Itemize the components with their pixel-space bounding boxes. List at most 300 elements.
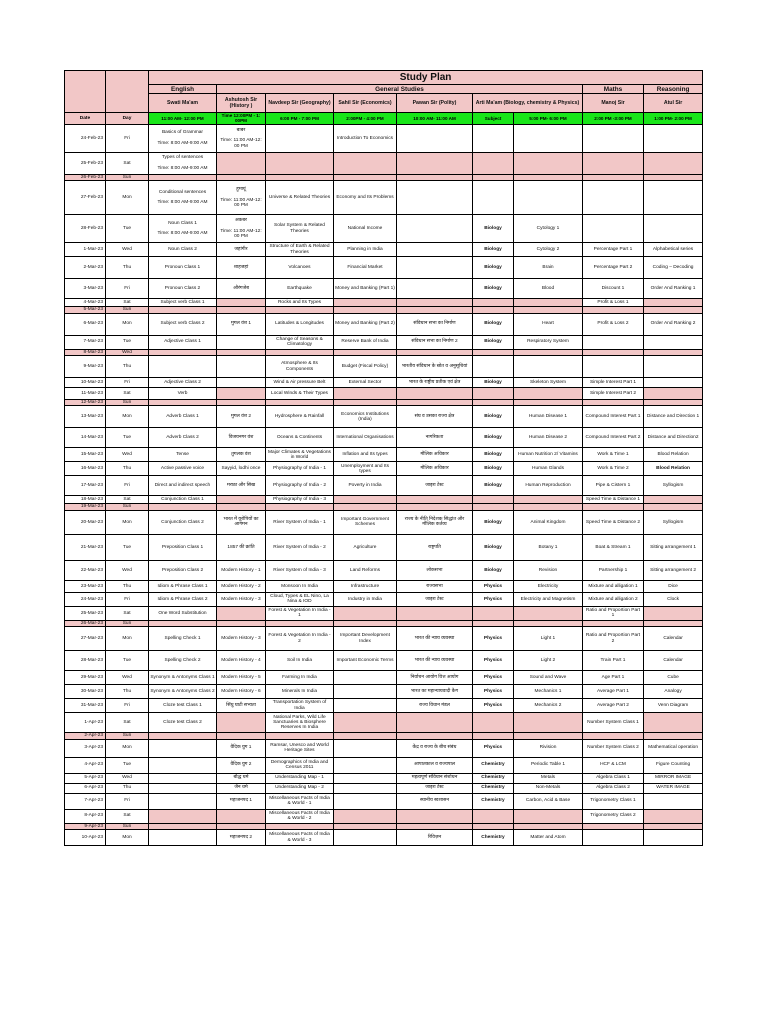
date-cell: 10-Mar-23 bbox=[65, 378, 106, 388]
geography-cell bbox=[266, 124, 334, 152]
date-cell: 4-Apr-23 bbox=[65, 757, 106, 773]
day-cell: Tue bbox=[106, 757, 149, 773]
economics-cell: Unemployment and Its types bbox=[334, 462, 397, 476]
english-cell: Synonym & Antonyms Class 1 bbox=[149, 671, 217, 685]
date-cell: 7-Mar-23 bbox=[65, 335, 106, 349]
table-row bbox=[65, 606, 703, 620]
english-cell bbox=[149, 809, 217, 823]
geography-cell: Atmosphere & Its Components bbox=[266, 356, 334, 378]
english-cell: Adjective Class 2 bbox=[149, 378, 217, 388]
maths-cell: Speed Time & Distance 1 bbox=[583, 496, 644, 504]
geography-cell: Local Winds & Their Types bbox=[266, 388, 334, 400]
date-cell: 28-Feb-23 bbox=[65, 215, 106, 243]
science-cell: Sound and Wave bbox=[514, 671, 583, 685]
english-cell: Cloze test Class 1 bbox=[149, 699, 217, 713]
day-cell: Sun bbox=[106, 823, 149, 829]
table-row bbox=[65, 462, 703, 476]
time-maths: 2:00 PM -3:00 PM bbox=[583, 113, 644, 125]
subject-cell: Physics bbox=[473, 580, 514, 592]
table-row bbox=[65, 809, 703, 823]
geography-cell: Miscellaneous Facts of India & World - 2 bbox=[266, 809, 334, 823]
maths-cell: Compound Interest Part 2 bbox=[583, 428, 644, 448]
economics-cell: Inflation and Its types bbox=[334, 448, 397, 462]
date-cell: 18-Mar-23 bbox=[65, 496, 106, 504]
reasoning-cell: Coding – Decoding bbox=[644, 257, 703, 279]
science-cell: Human Disease 2 bbox=[514, 428, 583, 448]
science-cell: Light 2 bbox=[514, 651, 583, 671]
reasoning-cell bbox=[644, 152, 703, 174]
maths-cell: Average Part 2 bbox=[583, 699, 644, 713]
reasoning-cell bbox=[644, 335, 703, 349]
maths-cell: Percentage Part 2 bbox=[583, 257, 644, 279]
polity-cell: रिविज़न bbox=[397, 830, 473, 846]
science-cell: Respiratory System bbox=[514, 335, 583, 349]
economics-cell bbox=[334, 699, 397, 713]
polity-cell: भारत का महान्यायवादी कैग bbox=[397, 685, 473, 699]
subject-cell: Physics bbox=[473, 699, 514, 713]
corner-cell bbox=[106, 71, 149, 113]
reasoning-cell: Blood Relation bbox=[644, 448, 703, 462]
table-row bbox=[65, 651, 703, 671]
date-cell: 8-Apr-23 bbox=[65, 809, 106, 823]
subject-cell bbox=[473, 124, 514, 152]
maths-cell: Simple Interest Part 2 bbox=[583, 388, 644, 400]
subject-cell: Physics bbox=[473, 651, 514, 671]
subject-cell: Biology bbox=[473, 313, 514, 335]
reasoning-cell bbox=[644, 124, 703, 152]
table-row bbox=[65, 406, 703, 428]
history-cell: महाजनपद 2 bbox=[217, 830, 266, 846]
table-row bbox=[65, 560, 703, 580]
subject-cell: Biology bbox=[473, 510, 514, 534]
subject-cell: Physics bbox=[473, 627, 514, 651]
history-cell: 1857 की क्रांति bbox=[217, 534, 266, 560]
day-cell: Sun bbox=[106, 400, 149, 406]
subject-cell bbox=[473, 606, 514, 620]
science-cell: Skeleton System bbox=[514, 378, 583, 388]
economics-cell bbox=[334, 496, 397, 504]
date-cell: 21-Mar-23 bbox=[65, 534, 106, 560]
date-cell: 17-Mar-23 bbox=[65, 476, 106, 496]
reasoning-cell: Blood Relation bbox=[644, 462, 703, 476]
english-cell: Synonym & Antonyms Class 2 bbox=[149, 685, 217, 699]
polity-cell: महत्वपूर्ण संविधान संशोधन bbox=[397, 773, 473, 783]
date-cell: 3-Mar-23 bbox=[65, 279, 106, 299]
reasoning-cell bbox=[644, 496, 703, 504]
geography-cell: Soil In India bbox=[266, 651, 334, 671]
geography-cell: Miscellaneous Facts of India & World - 3 bbox=[266, 830, 334, 846]
history-cell: महाजनपद 1 bbox=[217, 793, 266, 809]
subject-cell: Chemistry bbox=[473, 830, 514, 846]
day-cell: Thu bbox=[106, 580, 149, 592]
day-cell: Fri bbox=[106, 279, 149, 299]
time-english: 11:00 AM- 12:00 PM bbox=[149, 113, 217, 125]
table-row bbox=[65, 510, 703, 534]
date-cell: 22-Mar-23 bbox=[65, 560, 106, 580]
page-title: Study Plan bbox=[149, 71, 703, 85]
day-cell: Sat bbox=[106, 299, 149, 307]
economics-cell bbox=[334, 757, 397, 773]
history-cell: विजयनगर वंश bbox=[217, 428, 266, 448]
geography-cell: Physiography of India - 1 bbox=[266, 462, 334, 476]
history-cell: Modern History - 5 bbox=[217, 671, 266, 685]
day-cell: Tue bbox=[106, 651, 149, 671]
english-cell bbox=[149, 783, 217, 793]
polity-cell bbox=[397, 496, 473, 504]
economics-cell bbox=[334, 793, 397, 809]
subject-cell bbox=[473, 299, 514, 307]
geography-cell: Demographics of India and Census 2011 bbox=[266, 757, 334, 773]
science-cell bbox=[514, 496, 583, 504]
date-cell: 27-Mar-23 bbox=[65, 627, 106, 651]
day-cell: Fri bbox=[106, 592, 149, 606]
geography-cell: Volcanoes bbox=[266, 257, 334, 279]
geography-cell: Earthquake bbox=[266, 279, 334, 299]
reasoning-cell: Calendar bbox=[644, 627, 703, 651]
science-cell: Blood bbox=[514, 279, 583, 299]
maths-cell: Ratio and Proportion Part 2 bbox=[583, 627, 644, 651]
date-cell: 19-Mar-23 bbox=[65, 504, 106, 510]
science-cell: Rivision bbox=[514, 739, 583, 757]
english-cell: Adverb Class 2 bbox=[149, 428, 217, 448]
reasoning-cell: Distance and Direction 1 bbox=[644, 406, 703, 428]
reasoning-cell: Sitting arrangement 2 bbox=[644, 560, 703, 580]
date-cell: 1-Apr-23 bbox=[65, 713, 106, 733]
corner-cell bbox=[65, 71, 106, 113]
english-cell: Idiom & Phrase Class 1 bbox=[149, 580, 217, 592]
economics-cell bbox=[334, 773, 397, 783]
subject-cell: Biology bbox=[473, 428, 514, 448]
table-row bbox=[65, 279, 703, 299]
geography-cell: Structure of Earth & Related Theories bbox=[266, 243, 334, 257]
reasoning-cell bbox=[644, 830, 703, 846]
polity-cell: भारत की न्याय व्यवस्था bbox=[397, 627, 473, 651]
polity-cell: भारतीय संविधान के स्रोत व अनुसूचियां bbox=[397, 356, 473, 378]
reasoning-cell: MIRROR IMAGE bbox=[644, 773, 703, 783]
date-header: Date bbox=[65, 113, 106, 125]
day-cell: Sat bbox=[106, 606, 149, 620]
science-cell bbox=[514, 356, 583, 378]
date-cell: 4-Mar-23 bbox=[65, 299, 106, 307]
reasoning-cell: Calendar bbox=[644, 651, 703, 671]
english-cell: Subject verb Class 2 bbox=[149, 313, 217, 335]
english-cell: Spelling Check 2 bbox=[149, 651, 217, 671]
economics-cell: Industry in India bbox=[334, 592, 397, 606]
subject-cell bbox=[473, 809, 514, 823]
maths-cell: Profit & Loss 2 bbox=[583, 313, 644, 335]
economics-cell bbox=[334, 783, 397, 793]
maths-cell bbox=[583, 181, 644, 215]
teacher-row bbox=[65, 94, 703, 113]
science-cell bbox=[514, 809, 583, 823]
subject-cell: Biology bbox=[473, 448, 514, 462]
date-cell: 26-Feb-23 bbox=[65, 174, 106, 180]
geography-cell: Rocks and Its Types bbox=[266, 299, 334, 307]
english-cell: Cloze test Class 2 bbox=[149, 713, 217, 733]
english-cell bbox=[149, 739, 217, 757]
day-cell: Thu bbox=[106, 685, 149, 699]
geography-cell: Cloud, Types & EL Nino, La Nina & IOD bbox=[266, 592, 334, 606]
date-cell: 25-Feb-23 bbox=[65, 152, 106, 174]
geography-cell: Solar System & Related Theories bbox=[266, 215, 334, 243]
date-cell: 15-Mar-23 bbox=[65, 448, 106, 462]
economics-cell: International Organisations bbox=[334, 428, 397, 448]
teacher-science: Arti Ma'am (Biology, chemistry & Physics) bbox=[473, 94, 583, 113]
date-cell: 25-Mar-23 bbox=[65, 606, 106, 620]
economics-cell bbox=[334, 713, 397, 733]
day-cell: Mon bbox=[106, 313, 149, 335]
table-row bbox=[65, 388, 703, 400]
economics-cell bbox=[334, 685, 397, 699]
maths-cell: Mixture and alligation 1 bbox=[583, 580, 644, 592]
maths-cell bbox=[583, 124, 644, 152]
english-cell: Adjective Class 1 bbox=[149, 335, 217, 349]
economics-cell: Important Economic Terms bbox=[334, 651, 397, 671]
economics-cell: Planning in India bbox=[334, 243, 397, 257]
english-cell: Adverb Class 1 bbox=[149, 406, 217, 428]
english-cell bbox=[149, 757, 217, 773]
date-cell: 24-Feb-23 bbox=[65, 124, 106, 152]
history-cell: Modern History - 2 bbox=[217, 580, 266, 592]
polity-cell: संघ व उसका राज्य क्षेत्र bbox=[397, 406, 473, 428]
reasoning-cell bbox=[644, 793, 703, 809]
economics-cell: Budget (Fiscal Policy) bbox=[334, 356, 397, 378]
history-cell: शाहजहां bbox=[217, 257, 266, 279]
table-row bbox=[65, 335, 703, 349]
date-cell: 30-Mar-23 bbox=[65, 685, 106, 699]
day-cell: Thu bbox=[106, 462, 149, 476]
table-row bbox=[65, 757, 703, 773]
economics-cell: Poverty in India bbox=[334, 476, 397, 496]
geography-cell: Oceans & Continents bbox=[266, 428, 334, 448]
science-cell: Human Reproduction bbox=[514, 476, 583, 496]
date-cell: 12-Mar-23 bbox=[65, 400, 106, 406]
english-cell: Active passive voice bbox=[149, 462, 217, 476]
science-cell: Brain bbox=[514, 257, 583, 279]
geography-cell: Physiography of India - 2 bbox=[266, 476, 334, 496]
day-cell: Tue bbox=[106, 428, 149, 448]
subject-cell: Physics bbox=[473, 685, 514, 699]
maths-cell: Discount 1 bbox=[583, 279, 644, 299]
reasoning-cell: Cube bbox=[644, 671, 703, 685]
history-cell: वैदिक युग 1 bbox=[217, 739, 266, 757]
reasoning-cell: Syllogism bbox=[644, 476, 703, 496]
science-cell: Animal Kingdom bbox=[514, 510, 583, 534]
science-cell: Human Disease 1 bbox=[514, 406, 583, 428]
day-cell: Fri bbox=[106, 476, 149, 496]
science-cell: Metals bbox=[514, 773, 583, 783]
history-cell: Modern History - 1 bbox=[217, 560, 266, 580]
maths-cell: Ratio and Proportion Part 1 bbox=[583, 606, 644, 620]
history-cell bbox=[217, 356, 266, 378]
subject-cell bbox=[473, 356, 514, 378]
reasoning-cell bbox=[644, 378, 703, 388]
subject-cell bbox=[473, 713, 514, 733]
geography-cell: National Parks, Wild Life Sanctuaries & Biosphere Reserves In India bbox=[266, 713, 334, 733]
date-cell: 20-Mar-23 bbox=[65, 510, 106, 534]
day-cell: Mon bbox=[106, 739, 149, 757]
date-cell: 3-Apr-23 bbox=[65, 739, 106, 757]
date-cell: 26-Mar-23 bbox=[65, 620, 106, 626]
teacher-reasoning: Atul Sir bbox=[644, 94, 703, 113]
economics-cell bbox=[334, 606, 397, 620]
maths-cell: Pipe & Cistern 1 bbox=[583, 476, 644, 496]
day-cell: Fri bbox=[106, 699, 149, 713]
table-row bbox=[65, 257, 703, 279]
day-cell: Sat bbox=[106, 388, 149, 400]
table-row bbox=[65, 215, 703, 243]
reasoning-cell bbox=[644, 181, 703, 215]
geography-cell: Understanding Map - 1 bbox=[266, 773, 334, 783]
reasoning-cell: Analogy bbox=[644, 685, 703, 699]
economics-cell: Introduction To Economics bbox=[334, 124, 397, 152]
maths-cell: Age Part 1 bbox=[583, 671, 644, 685]
table-row bbox=[65, 496, 703, 504]
polity-cell: राज्य के नीति निदेशक सिद्धांत और मौलिक कर्तव्य bbox=[397, 510, 473, 534]
science-cell: Botany 1 bbox=[514, 534, 583, 560]
maths-cell bbox=[583, 215, 644, 243]
english-cell bbox=[149, 793, 217, 809]
maths-cell: Work & Time 2 bbox=[583, 462, 644, 476]
date-cell: 29-Mar-23 bbox=[65, 671, 106, 685]
subject-cell: Biology bbox=[473, 534, 514, 560]
subject-cell: Biology bbox=[473, 257, 514, 279]
polity-cell: मौलिक अधिकार bbox=[397, 448, 473, 462]
economics-cell bbox=[334, 388, 397, 400]
subject-cell: Biology bbox=[473, 215, 514, 243]
english-cell: Conditional sentences Time: 8:00 AM-9:00 AM bbox=[149, 181, 217, 215]
science-cell: Light 1 bbox=[514, 627, 583, 651]
maths-cell: Boat & Stream 1 bbox=[583, 534, 644, 560]
geography-cell: Minerals In India bbox=[266, 685, 334, 699]
economics-cell: Financial Market bbox=[334, 257, 397, 279]
science-cell: Carbon, Acid & Base bbox=[514, 793, 583, 809]
maths-cell bbox=[583, 356, 644, 378]
day-cell: Sat bbox=[106, 713, 149, 733]
reasoning-cell: Order And Ranking 2 bbox=[644, 313, 703, 335]
geography-cell: Transportation System of India bbox=[266, 699, 334, 713]
subject-cell: Biology bbox=[473, 243, 514, 257]
history-cell bbox=[217, 378, 266, 388]
subject-cell: Chemistry bbox=[473, 773, 514, 783]
table-row bbox=[65, 627, 703, 651]
economics-cell: Reserve Bank of India bbox=[334, 335, 397, 349]
polity-cell: जाइरा टेस्ट bbox=[397, 476, 473, 496]
table-row bbox=[65, 534, 703, 560]
economics-cell: Agriculture bbox=[334, 534, 397, 560]
polity-cell: केंद्र व राज्य के बीच संबंध bbox=[397, 739, 473, 757]
date-cell: 6-Mar-23 bbox=[65, 313, 106, 335]
maths-cell: Mixture and alligation 2 bbox=[583, 592, 644, 606]
polity-cell: भारत की न्याय व्यवस्था bbox=[397, 651, 473, 671]
english-cell bbox=[149, 830, 217, 846]
science-cell: Mechanics 1 bbox=[514, 685, 583, 699]
date-cell: 9-Mar-23 bbox=[65, 356, 106, 378]
reasoning-cell: Venn Diagram bbox=[644, 699, 703, 713]
history-cell: Modern History - 6 bbox=[217, 685, 266, 699]
geography-cell: Latitudes & Longitudes bbox=[266, 313, 334, 335]
geography-cell: Ramsar, Unesco and World Heritage Sites bbox=[266, 739, 334, 757]
day-cell: Mon bbox=[106, 510, 149, 534]
group-general-studies: General Studies bbox=[217, 85, 583, 94]
maths-cell: Algebra Class 1 bbox=[583, 773, 644, 783]
polity-cell: स्थानीय स्वशासन bbox=[397, 793, 473, 809]
teacher-economics: Sahil Sir (Economics) bbox=[334, 94, 397, 113]
polity-cell bbox=[397, 299, 473, 307]
maths-cell bbox=[583, 335, 644, 349]
day-cell: Tue bbox=[106, 335, 149, 349]
table-row bbox=[65, 152, 703, 174]
economics-cell: Land Reforms bbox=[334, 560, 397, 580]
teacher-geography: Navdeep Sir (Geography) bbox=[266, 94, 334, 113]
geography-cell: Monsoon In India bbox=[266, 580, 334, 592]
history-cell: बौद्ध धर्म bbox=[217, 773, 266, 783]
subject-cell bbox=[473, 152, 514, 174]
polity-cell bbox=[397, 215, 473, 243]
date-cell: 10-Apr-23 bbox=[65, 830, 106, 846]
subject-cell: Biology bbox=[473, 335, 514, 349]
table-row bbox=[65, 713, 703, 733]
reasoning-cell: WATER IMAGE bbox=[644, 783, 703, 793]
science-cell bbox=[514, 388, 583, 400]
english-cell: Noun Class 2 bbox=[149, 243, 217, 257]
date-cell: 16-Mar-23 bbox=[65, 462, 106, 476]
table-row bbox=[65, 773, 703, 783]
day-cell: Tue bbox=[106, 534, 149, 560]
geography-cell: River System of India - 1 bbox=[266, 510, 334, 534]
economics-cell: Economy and Its Problems bbox=[334, 181, 397, 215]
study-plan-table bbox=[64, 70, 703, 846]
teacher-maths: Manoj Sir bbox=[583, 94, 644, 113]
history-cell: वैदिक युग 2 bbox=[217, 757, 266, 773]
date-cell: 23-Mar-23 bbox=[65, 580, 106, 592]
teacher-polity: Pawan Sir (Polity) bbox=[397, 94, 473, 113]
reasoning-cell: Alphabetical series bbox=[644, 243, 703, 257]
day-cell: Sat bbox=[106, 809, 149, 823]
day-cell: Thu bbox=[106, 356, 149, 378]
maths-cell: Number System Class 2 bbox=[583, 739, 644, 757]
history-cell: जैन धर्म bbox=[217, 783, 266, 793]
english-cell: Spelling Check 1 bbox=[149, 627, 217, 651]
economics-cell: Money and Banking (Part 2) bbox=[334, 313, 397, 335]
economics-cell: External Sector bbox=[334, 378, 397, 388]
polity-cell: लोकसभा bbox=[397, 560, 473, 580]
subject-cell: Chemistry bbox=[473, 783, 514, 793]
polity-cell bbox=[397, 606, 473, 620]
group-reasoning: Reasoning bbox=[644, 85, 703, 94]
date-cell: 31-Mar-23 bbox=[65, 699, 106, 713]
geography-cell: River System of India - 2 bbox=[266, 534, 334, 560]
economics-cell: National Income bbox=[334, 215, 397, 243]
history-cell bbox=[217, 299, 266, 307]
subject-header: Subject bbox=[473, 113, 514, 125]
day-cell: Wed bbox=[106, 243, 149, 257]
english-cell: Pronoun Class 1 bbox=[149, 257, 217, 279]
time-geography: 6:00 PM - 7:00 PM bbox=[266, 113, 334, 125]
history-cell bbox=[217, 496, 266, 504]
history-cell: मराठा और सिख bbox=[217, 476, 266, 496]
polity-cell bbox=[397, 124, 473, 152]
date-cell: 24-Mar-23 bbox=[65, 592, 106, 606]
day-cell: Tue bbox=[106, 215, 149, 243]
maths-cell: Profit & Loss 1 bbox=[583, 299, 644, 307]
maths-cell: Trigonometry Class 1 bbox=[583, 793, 644, 809]
table-row bbox=[65, 830, 703, 846]
economics-cell bbox=[334, 152, 397, 174]
maths-cell: Percentage Part 1 bbox=[583, 243, 644, 257]
history-cell: जहांगीर bbox=[217, 243, 266, 257]
polity-cell bbox=[397, 713, 473, 733]
